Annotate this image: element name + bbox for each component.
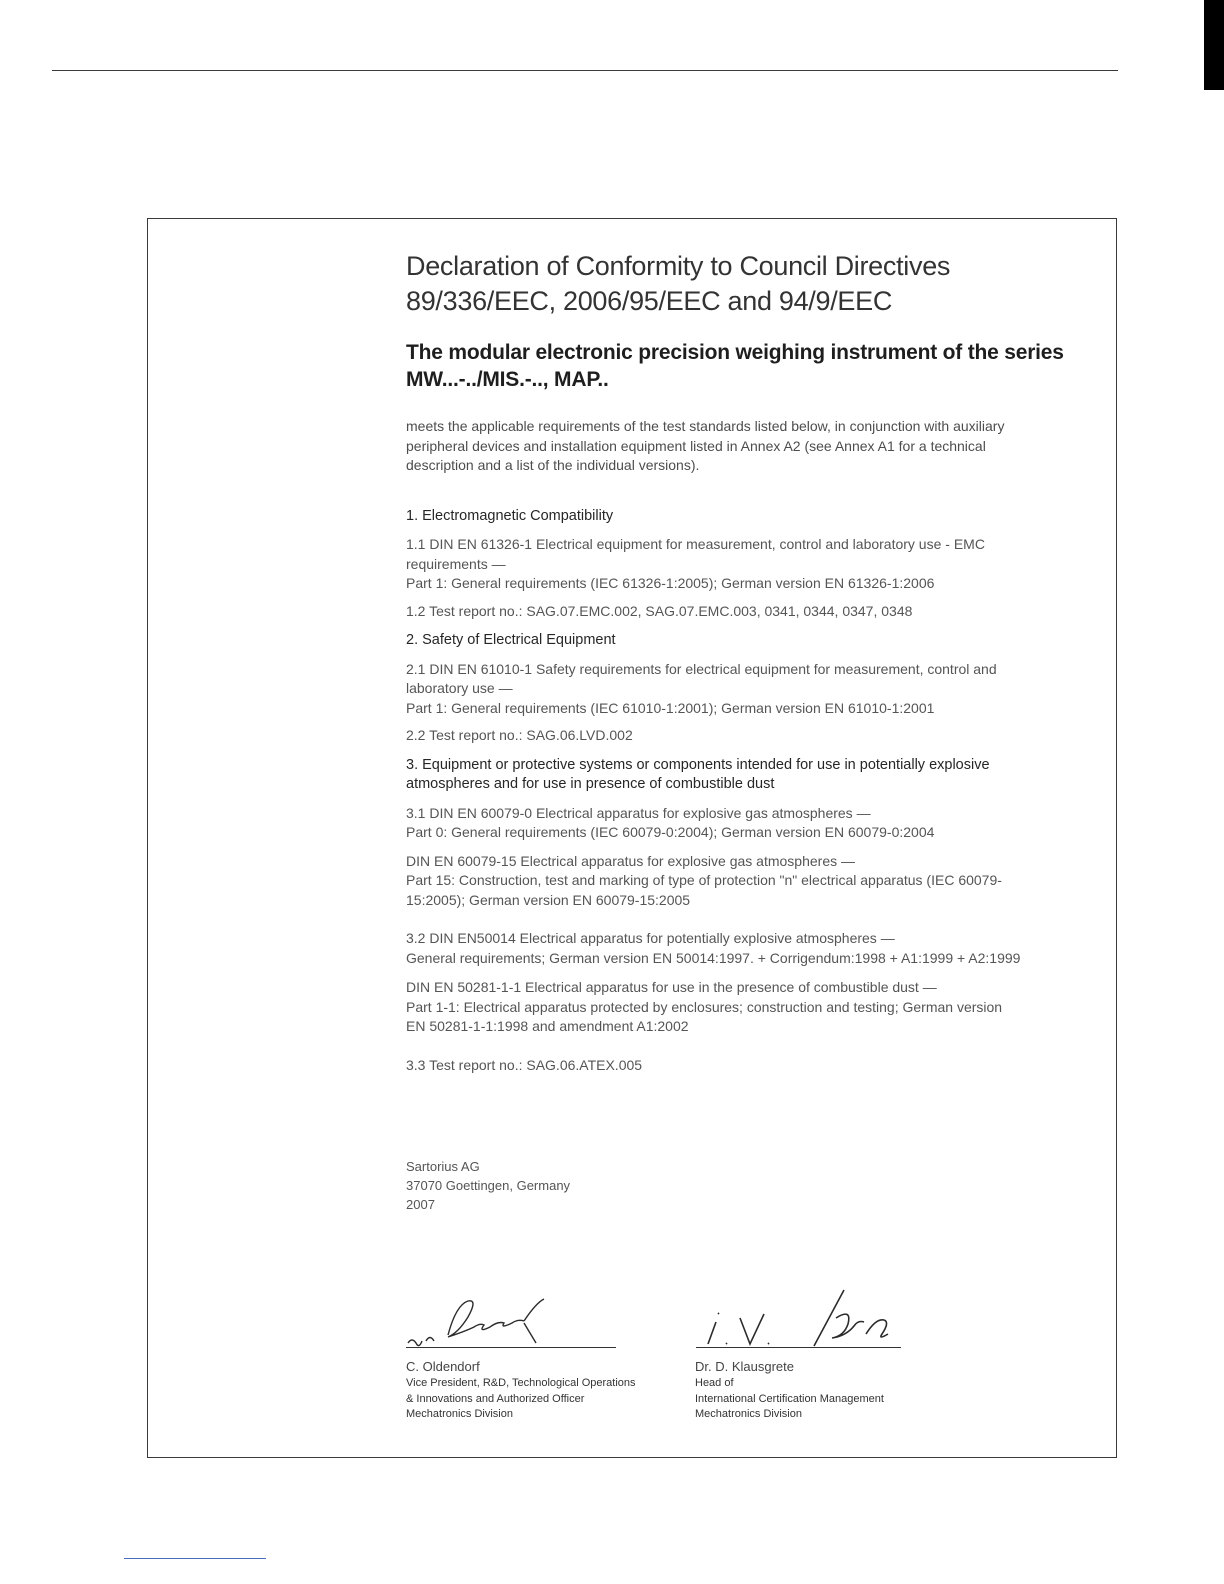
declaration-subtitle bbox=[406, 339, 1096, 393]
page-edge-tab bbox=[1204, 0, 1224, 90]
text-line: EN 50281-1-1:1998 and amendment A1:2002 bbox=[406, 1018, 689, 1034]
section-1-heading: 1. Electromagnetic Compatibility bbox=[406, 507, 614, 524]
intro-line: meets the applicable requirements of the test standards listed below, in conjunction with auxiliary bbox=[406, 418, 1005, 434]
text-line: requirements — bbox=[406, 555, 506, 572]
signatory-left-name: C. Oldendorf bbox=[406, 1359, 480, 1374]
text-line: General requirements; German version EN 50014:1997. + Corrigendum:1998 + A1:1999 + A2:1999 bbox=[406, 949, 1021, 966]
section-3-2b-paragraph bbox=[406, 978, 1096, 1037]
title-line: & Innovations and Authorized Officer bbox=[406, 1392, 585, 1405]
intro-line: peripheral devices and installation equipment listed in Annex A2 (see Annex A1 for a technical bbox=[406, 437, 986, 454]
section-2-heading: 2. Safety of Electrical Equipment bbox=[406, 632, 616, 648]
text-line: Part 1: General requirements (IEC 61010-1:2001); German version EN 61010-1:2001 bbox=[406, 699, 935, 716]
text-line: DIN EN 50281-1-1 Electrical apparatus for use in the presence of combustible dust — bbox=[406, 979, 937, 995]
page-top-rule bbox=[52, 70, 1118, 71]
company-name: Sartorius AG bbox=[406, 1159, 480, 1174]
section-3-1b-paragraph bbox=[406, 852, 1096, 911]
company-year: 2007 bbox=[406, 1197, 435, 1212]
text-line: 15:2005); German version EN 60079-15:2005 bbox=[406, 891, 691, 908]
title-line: 89/336/EEC, 2006/95/EEC and 94/9/EEC bbox=[406, 286, 893, 316]
subtitle-line: The modular electronic precision weighing instrument of the series bbox=[406, 341, 1064, 364]
declaration-content bbox=[406, 249, 1096, 1075]
section-3-1-paragraph bbox=[406, 804, 1096, 843]
signatory-left-title bbox=[406, 1376, 636, 1423]
signatory-right-title bbox=[695, 1376, 884, 1423]
section-3-heading bbox=[406, 756, 1096, 795]
section-2-1-paragraph bbox=[406, 660, 1096, 719]
section-2-2-paragraph: 2.2 Test report no.: SAG.06.LVD.002 bbox=[406, 727, 633, 743]
text-line: Part 15: Construction, test and marking of type of protection "n" electrical apparatus (IEC 60079- bbox=[406, 872, 1002, 888]
title-line: Declaration of Conformity to Council Directives bbox=[406, 251, 951, 281]
signatory-right bbox=[695, 1358, 884, 1423]
intro-line: description and a list of the individual versions). bbox=[406, 457, 700, 473]
declaration-title bbox=[406, 249, 1096, 319]
title-line: Head of bbox=[695, 1377, 734, 1389]
declaration-frame bbox=[147, 218, 1117, 1458]
intro-paragraph bbox=[406, 417, 1096, 476]
footer-link-underline[interactable] bbox=[124, 1558, 266, 1559]
title-line: Vice President, R&D, Technological Operations bbox=[406, 1377, 636, 1389]
section-1-1-paragraph bbox=[406, 535, 1096, 594]
subtitle-line: MW...-../MIS.-.., MAP.. bbox=[406, 368, 609, 391]
title-line: Mechatronics Division bbox=[406, 1408, 513, 1420]
text-line: DIN EN 60079-15 Electrical apparatus for explosive gas atmospheres — bbox=[406, 852, 855, 869]
title-line: International Certification Management bbox=[695, 1392, 884, 1405]
text-line: 2.1 DIN EN 61010-1 Safety requirements for electrical equipment for measurement, control and bbox=[406, 660, 997, 677]
text-line: Part 1-1: Electrical apparatus protected by enclosures; construction and testing; German version bbox=[406, 998, 1003, 1015]
section-3-2-paragraph bbox=[406, 929, 1096, 968]
section-3-3-paragraph: 3.3 Test report no.: SAG.06.ATEX.005 bbox=[406, 1056, 643, 1073]
text-line: Part 0: General requirements (IEC 60079-0:2004); German version EN 60079-0:2004 bbox=[406, 824, 935, 840]
text-line: Part 1: General requirements (IEC 61326-1:2005); German version EN 61326-1:2006 bbox=[406, 575, 935, 591]
company-address: 37070 Goettingen, Germany bbox=[406, 1178, 571, 1193]
section-1-2-paragraph: 1.2 Test report no.: SAG.07.EMC.002, SAG.07.EMC.003, 0341, 0344, 0347, 0348 bbox=[406, 602, 913, 619]
text-line: 3.1 DIN EN 60079-0 Electrical apparatus for explosive gas atmospheres — bbox=[406, 804, 871, 821]
signatory-left bbox=[406, 1358, 636, 1423]
signature-line-left bbox=[406, 1347, 616, 1348]
signatory-right-name: Dr. D. Klausgrete bbox=[695, 1359, 794, 1374]
company-address-block bbox=[406, 1157, 570, 1214]
heading-line: 3. Equipment or protective systems or components intended for use in potentially explosive bbox=[406, 756, 990, 773]
heading-line: atmospheres and for use in presence of combustible dust bbox=[406, 776, 775, 792]
text-line: 3.2 DIN EN50014 Electrical apparatus for potentially explosive atmospheres — bbox=[406, 930, 895, 946]
text-line: 1.1 DIN EN 61326-1 Electrical equipment for measurement, control and laboratory use - EMC bbox=[406, 536, 985, 552]
text-line: laboratory use — bbox=[406, 680, 513, 696]
signature-line-right bbox=[696, 1347, 901, 1348]
title-line: Mechatronics Division bbox=[695, 1408, 802, 1420]
